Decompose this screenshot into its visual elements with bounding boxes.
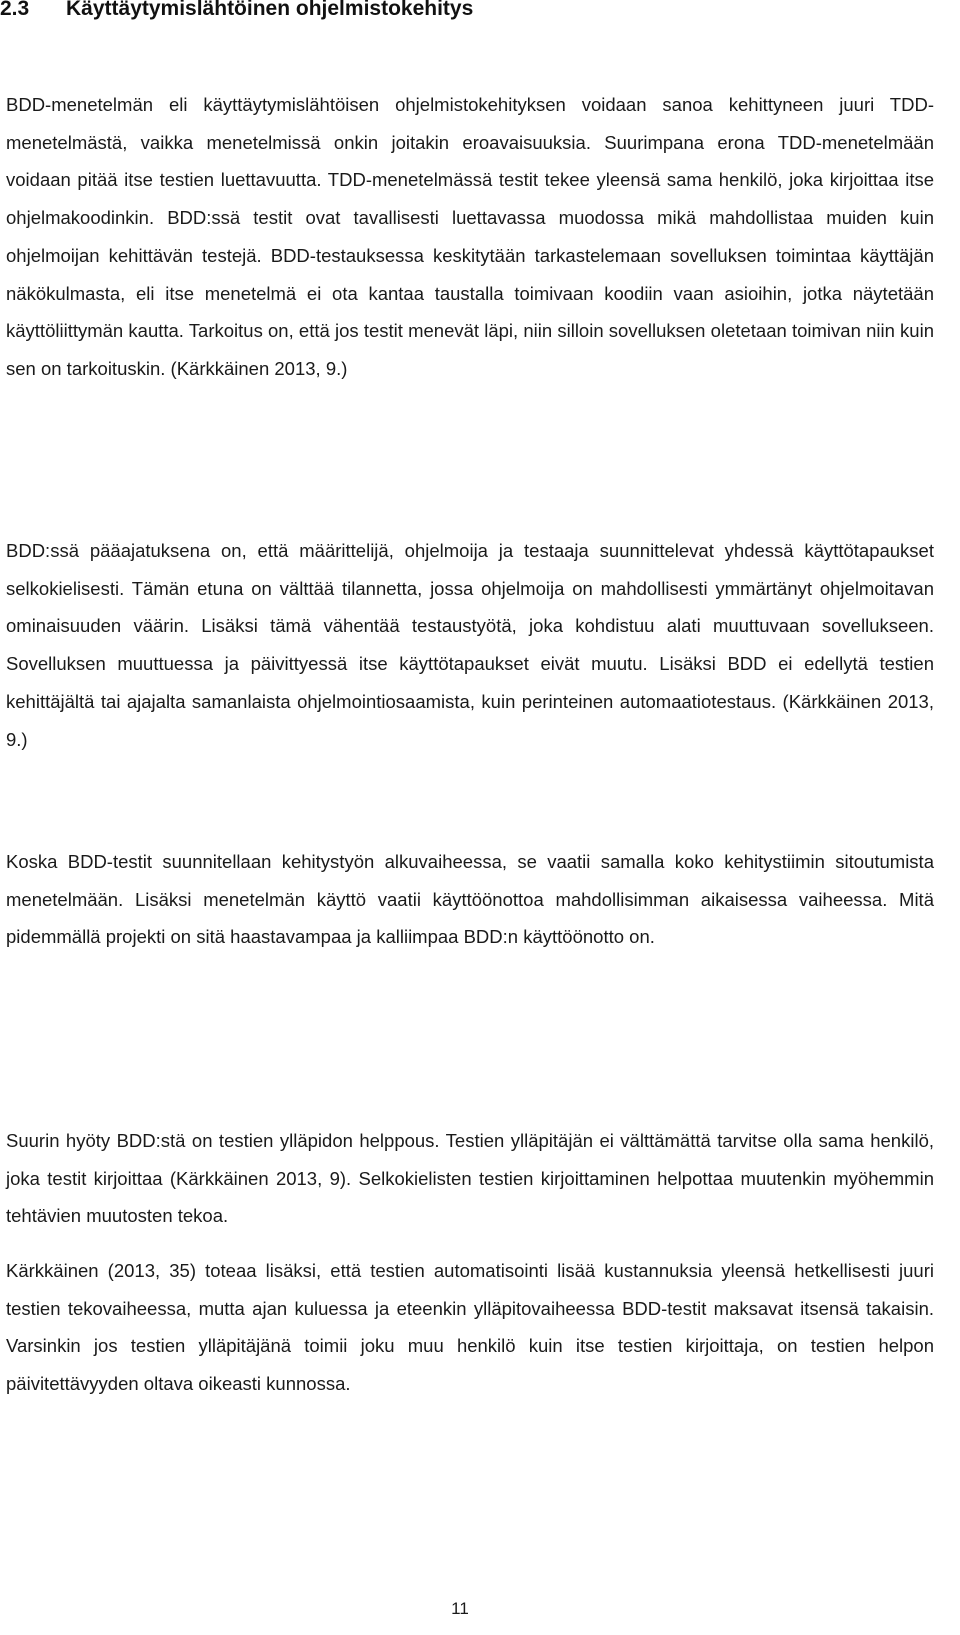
paragraph-bdd-commitment: Koska BDD-testit suunnitellaan kehitystyön alkuvaiheessa, se vaatii samalla koko kehitystiimin sitoutumista menetelmään. Lisäksi menetelmän käyttö vaatii käyttöönottoa mahdollisimman aikaisessa vaiheessa. Mitä pidemmällä projekti on sitä haastavampaa ja kalliimpaa BDD:n käyttöönotto on. (6, 851, 934, 948)
paragraph-bdd-intro: BDD-menetelmän eli käyttäytymislähtöisen ohjelmistokehityksen voidaan sanoa kehittyneen juuri TDD-menetelmästä, vaikka menetelmissä onkin joitakin eroavaisuuksia. Suurimpana erona TDD-menetelmään voidaan pitää itse testien luettavuutta. TDD-menetelmässä testit tekee yleensä sama henkilö, joka kirjoittaa itse ohjelmakoodinkin. BDD:ssä testit ovat tavallisesti luettavassa muodossa mikä mahdollistaa muiden kuin ohjelmoijan kehittävän testejä. BDD-testauksessa keskitytään tarkastelemaan sovelluksen toimintaa käyttäjän näkökulmasta, eli itse menetelmä ei ota kantaa taustalla toimivaan koodiin vaan asioihin, jotka näytetään käyttöliittymän kautta. Tarkoitus on, että jos testit menevät läpi, niin silloin sovelluksen oletetaan toimivan niin kuin sen on tarkoituskin. (Kärkkäinen 2013, 9.) (6, 94, 934, 379)
paragraph-bdd-main-idea: BDD:ssä pääajatuksena on, että määrittelijä, ohjelmoija ja testaaja suunnittelevat yhdessä käyttötapaukset selkokielisesti. Tämän etuna on välttää tilannetta, jossa ohjelmoija on mahdollisesti ymmärtänyt ohjelmoitavan ominaisuuden väärin. Lisäksi tämä vähentää testaustyötä, joka kohdistuu alati muuttuvaan sovellukseen. Sovelluksen muuttuessa ja päivittyessä itse käyttötapaukset eivät muutu. Lisäksi BDD ei edellytä testien kehittäjältä tai ajajalta samanlaista ohjelmointiosaamista, kuin perinteinen automaatiotestaus. (Kärkkäinen 2013, 9.) (6, 540, 934, 750)
paragraph-bdd-benefit: Suurin hyöty BDD:stä on testien ylläpidon helppous. Testien ylläpitäjän ei välttämättä tarvitse olla sama henkilö, joka testit kirjoittaa (Kärkkäinen 2013, 9). Selkokielisten testien kirjoittaminen helpottaa muutenkin myöhemmin tehtävien muutosten tekoa. (6, 1130, 934, 1227)
section-title: Käyttäytymislähtöinen ohjelmistokehitys (66, 0, 474, 20)
section-heading (0, 0, 473, 24)
section-number: 2.3 (0, 0, 30, 20)
page-number: 11 (451, 1599, 469, 1618)
paragraph-bdd-costs: Kärkkäinen (2013, 35) toteaa lisäksi, että testien automatisointi lisää kustannuksia yleensä hetkellisesti juuri testien tekovaiheessa, mutta ajan kuluessa ja eteenkin ylläpitovaiheessa BDD-testit maksavat itsensä takaisin. Varsinkin jos testien ylläpitäjänä toimii joku muu henkilö kuin itse testien kirjoittaja, on testien helpon päivitettävyyden oltava oikeasti kunnossa. (6, 1260, 934, 1395)
